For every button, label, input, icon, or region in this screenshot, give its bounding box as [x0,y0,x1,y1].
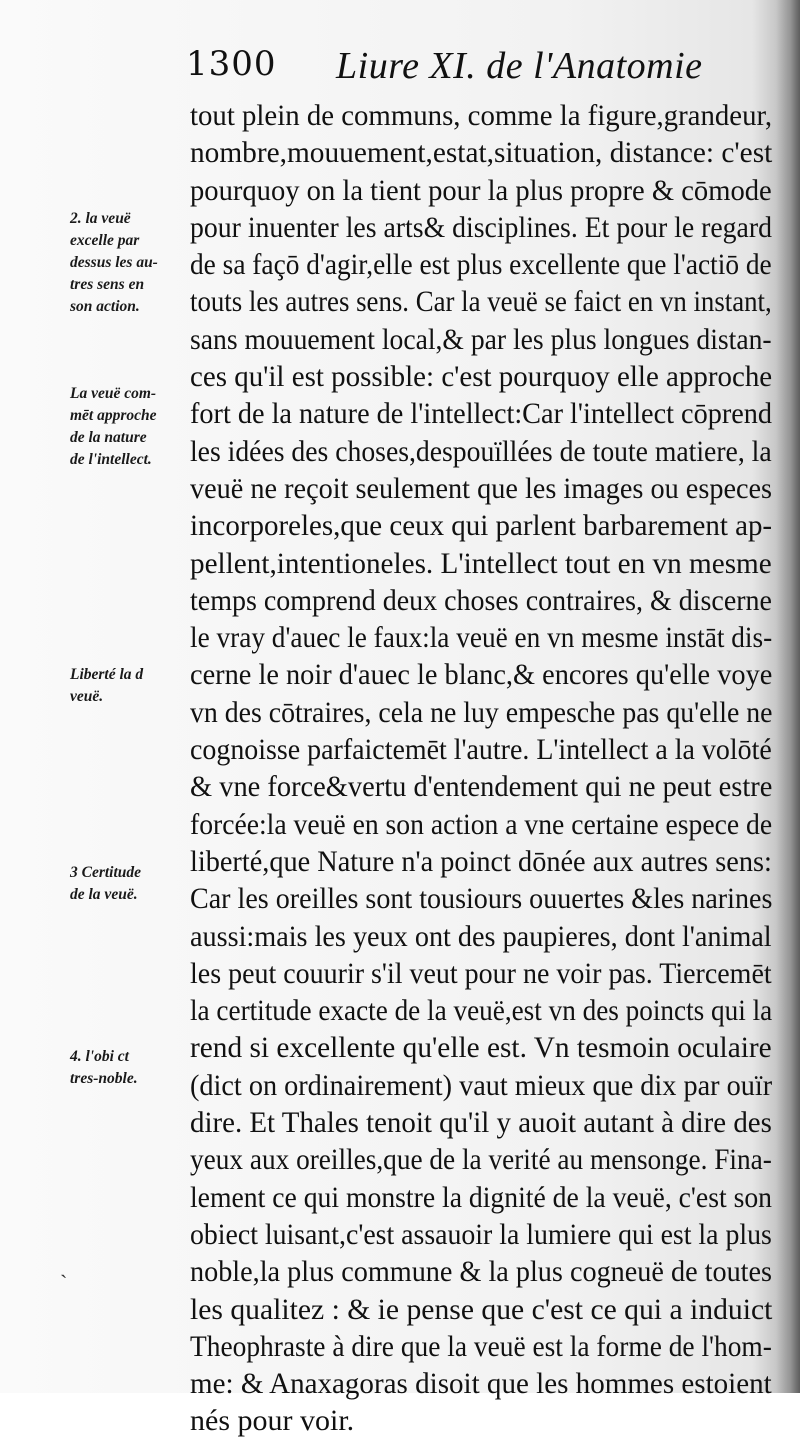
margin-note-line: veuë. [70,688,104,705]
text-line: le vray d'auec le faux:la veuë en vn mesme instāt dis- [190,621,773,655]
text-line: vn des cōtraires, cela ne luy empesche pas qu'elle ne [190,695,773,729]
text-line: cognoisse parfaictemēt l'autre. L'intellect a la volōté [190,733,772,767]
page-header [186,44,786,96]
text-line: sans mouuement local,& par les plus longues distan- [190,322,772,356]
stray-mark: ` [60,1270,68,1295]
margin-note-line: 4. l'obi ct [70,1048,129,1065]
binding-edge-shadow [776,0,800,1393]
text-line: pourquoy on la tient pour la plus propre & cōmode [190,173,772,207]
text-line: ces qu'il est possible: c'est pourquoy elle approche [190,360,773,394]
text-line: forcée:la veuë en son action a vne certaine espece de [190,807,773,841]
text-line: lement ce qui monstre la dignité de la veuë, c'est son [190,1180,773,1214]
text-line: incorporeles,que ceux qui parlent barbarement ap- [190,509,773,543]
text-line: veuë ne reçoit seulement que les images ou especes [190,471,773,505]
text-line: tout plein de communs, comme la figure,grandeur, [190,99,773,132]
margin-note-line: de l'intellect. [70,451,152,468]
margin-note-line: de la veuë. [70,886,138,903]
text-line: rend si excellente qu'elle est. Vn tesmoin oculaire [190,1031,772,1065]
text-line: cerne le noir d'auec le blanc,& encores qu'elle voye [190,658,773,692]
margin-note-line: La veuë com- [70,385,157,402]
margin-note-line: tres-noble. [70,1070,138,1087]
margin-note-certitude [70,862,182,906]
running-head: Liure XI. de l'Anatomie [336,45,703,87]
margin-note-vision-excels [70,208,182,318]
margin-note-line: de la nature [70,429,147,446]
text-line: yeux aux oreilles,que de la verité au mensonge. Fina- [190,1143,772,1177]
margin-note-line: son action. [70,298,140,315]
text-line: de sa façō d'agir,elle est plus excellente que l'actiō de [190,248,772,282]
margin-note-line: Liberté la d [70,666,144,683]
text-line: liberté,que Nature n'a poinct dōnée aux autres sens: [190,844,772,878]
page-number: 1300 [186,44,277,84]
text-line: (dict on ordinairement) vaut mieux que dix par ouïr [190,1068,773,1102]
margin-note-liberty [70,664,182,708]
margin-note-noble-object [70,1046,182,1090]
text-line: nombre,mouuement,estat,situation, distance: c'est [190,136,773,170]
margin-note-line: mēt approche [70,407,157,424]
text-line: obiect luisant,c'est assauoir la lumiere qui est la plus [190,1217,772,1251]
margin-note-vision-intellect [70,383,182,471]
text-line: & vne force&vertu d'entendement qui ne peut estre [190,770,773,804]
text-line: me: & Anaxagoras disoit que les hommes estoient [190,1367,772,1401]
text-line: aussi:mais les yeux ont des paupieres, dont l'animal [190,919,772,953]
body-text [190,97,772,1440]
margin-note-line: 3 Certitude [70,864,142,881]
text-line: Theophraste à dire que la veuë est la forme de l'hom- [190,1329,772,1363]
text-line: les peut couurir s'il veut pour ne voir pas. Tiercemēt [190,956,772,990]
text-line: les qualitez : & ie pense que c'est ce qui a induict [190,1292,773,1326]
margin-note-line: tres sens en [70,276,145,293]
text-line: pour inuenter les arts& disciplines. Et pour le regard [190,210,773,244]
text-line: temps comprend deux choses contraires, & discerne [190,583,772,617]
margin-note-line: 2. la veuë [70,210,131,227]
margin-note-line: dessus les au- [70,254,158,271]
text-line: pellent,intentioneles. L'intellect tout en vn mesme [190,546,772,580]
margin-note-line: excelle par [70,232,140,249]
text-line: noble,la plus commune & la plus cogneuë de toutes [190,1255,773,1289]
text-line-final: nés pour voir. [190,1404,355,1438]
text-line: les idées des choses,despouïllées de toute matiere, la [190,434,772,468]
text-line: fort de la nature de l'intellect:Car l'intellect cōprend [190,397,773,431]
text-line: Car les oreilles sont tousiours ouuertes &les narines [190,882,773,916]
text-line: la certitude exacte de la veuë,est vn des poincts qui la [190,994,773,1028]
text-line: dire. Et Thales tenoit qu'il y auoit autant à dire des [190,1106,772,1140]
text-line: touts les autres sens. Car la veuë se faict en vn instant, [190,285,772,319]
